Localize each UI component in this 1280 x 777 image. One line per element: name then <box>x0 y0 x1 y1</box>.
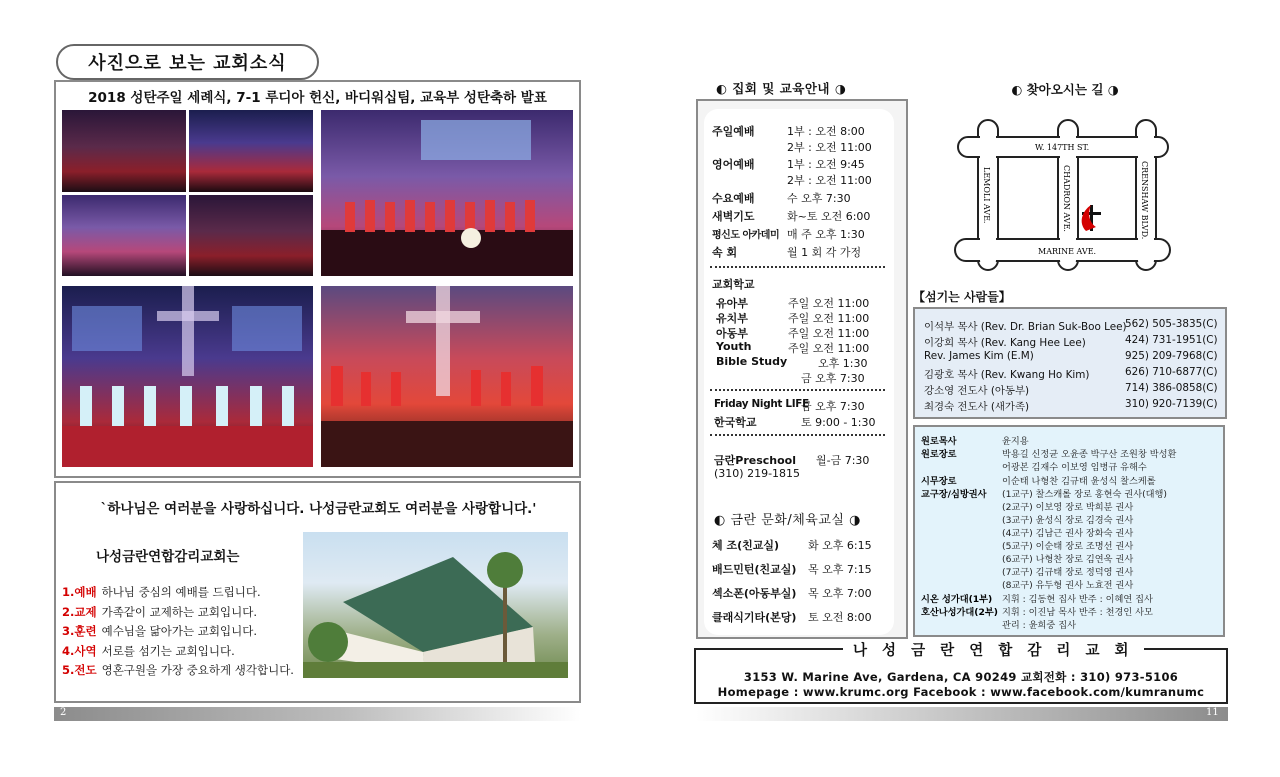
elder-text: (6교구) 나형찬 장로 김연욱 권사 <box>1002 554 1134 565</box>
schedule-time: 화~토 오전 6:00 <box>787 210 871 223</box>
schedule-row: 유치부 <box>716 312 748 325</box>
elder-text: 관리 : 윤희중 집사 <box>1002 620 1076 631</box>
schedule-row: 유아부 <box>716 297 748 310</box>
schedule-row: Youth <box>716 340 752 353</box>
schedule-title: ◐ 집회 및 교육안내 ◑ <box>716 81 847 96</box>
culture-time: 화 오후 6:15 <box>808 539 872 552</box>
baptism-photo-collage <box>62 110 313 276</box>
baptism-photo-1 <box>62 110 186 192</box>
christmas-performance-photo <box>321 286 573 467</box>
map-title: ◐ 찾아오시는 길 ◑ <box>1011 82 1119 97</box>
schedule-row: 수요예배 <box>712 192 755 205</box>
schedule-time: 1부 : 오전 8:00 <box>787 125 865 138</box>
elder-text: (8교구) 유두형 권사 노효전 권사 <box>1002 580 1134 591</box>
schedule-row: 금란Preschool <box>714 454 796 467</box>
baptism-photo-2 <box>189 110 313 192</box>
street-label-chadron: CHADRON AVE. <box>1062 165 1071 232</box>
culture-row: 배드민턴(친교실) <box>712 563 797 576</box>
elder-text: 박용길 신정균 오윤종 박구산 조원창 박성환 <box>1002 449 1177 460</box>
dancers-illustration <box>62 286 313 467</box>
schedule-time: 토 9:00 - 1:30 <box>801 416 876 429</box>
church-intro-title: 나성금란연합감리교회는 <box>96 549 240 565</box>
value-item: 5.전도 영혼구원을 가장 중요하게 생각합니다. <box>62 663 294 678</box>
culture-time: 토 오전 8:00 <box>808 611 872 624</box>
staff-row: 최경숙 전도사 (새가족) 310) 920-7139(C) <box>924 398 1218 413</box>
schedule-row: Friday Night LIFE <box>714 398 809 410</box>
elder-text: (2교구) 이보영 장로 박희분 권사 <box>1002 502 1134 513</box>
church-values-list <box>62 583 294 681</box>
schedule-time: 수 오후 7:30 <box>787 192 851 205</box>
staff-row: 김광호 목사 (Rev. Kwang Ho Kim) 626) 710-6877(C) <box>924 366 1218 381</box>
culture-title: ◐ 금란 문화/체육교실 ◑ <box>714 513 861 528</box>
serving-title: 【섬기는 사람들】 <box>913 290 1011 304</box>
dotted-divider <box>710 434 885 436</box>
motto-text: `하나님은 여러분을 사랑하십니다. 나성금란교회도 여러분을 사랑합니다.' <box>100 501 537 517</box>
schedule-row: 평신도 아카데미 <box>712 230 780 241</box>
baptism-photo-4 <box>189 195 313 276</box>
church-cross-icon <box>1082 205 1101 231</box>
staff-row: 이강희 목사 (Rev. Kang Hee Lee) 424) 731-1951(C) <box>924 334 1218 349</box>
schedule-time: 2부 : 오전 11:00 <box>787 174 872 187</box>
lydia-dedication-photo <box>321 110 573 276</box>
schedule-row: 새벽기도 <box>712 210 755 223</box>
schedule-row: 아동부 <box>716 327 748 340</box>
elder-text: (1교구) 찰스캐롤 장로 홍현숙 권사(대행) <box>1002 489 1167 500</box>
church-address: 3153 W. Marine Ave, Gardena, CA 90249 교회전화 : 310) 973-5106 <box>743 670 1179 684</box>
church-name-title: 나 성 금 란 연 합 감 리 교 회 <box>843 639 1144 660</box>
schedule-time: 금 오후 7:30 <box>801 372 865 385</box>
elder-text: 지휘 : 김동현 집사 반주 : 이혜연 집사 <box>1002 594 1153 605</box>
schedule-row: 한국학교 <box>714 416 757 429</box>
schedule-time: 월-금 7:30 <box>816 454 870 467</box>
schedule-time: 주일 오전 11:00 <box>788 327 870 340</box>
preschool-phone: (310) 219-1815 <box>714 467 801 480</box>
culture-row: 체 조(친교실) <box>712 539 780 552</box>
staff-row: Rev. James Kim (E.M) 925) 209-7968(C) <box>924 350 1218 362</box>
baptism-photo-3 <box>62 195 186 276</box>
elder-text: (4교구) 김남근 권사 장화숙 권사 <box>1002 528 1134 539</box>
dotted-divider <box>710 266 885 268</box>
schedule-time: 주일 오전 11:00 <box>788 312 870 325</box>
street-label-crenshaw: CRENSHAW BLVD. <box>1140 161 1149 240</box>
church-building-illustration <box>303 532 568 678</box>
schedule-row: 주일예배 <box>712 125 755 138</box>
elder-text: 이순태 나형찬 김규태 윤성식 찰스케롤 <box>1002 476 1156 487</box>
stage-cross-illustration <box>321 286 573 467</box>
schedule-time: 1부 : 오전 9:45 <box>787 158 865 171</box>
elder-text: 윤지용 <box>1002 436 1029 447</box>
elder-label: 시온 성가대(1부) <box>921 594 993 605</box>
value-item: 3.훈련 예수님을 닮아가는 교회입니다. <box>62 624 257 639</box>
elder-text: (5교구) 이순태 장로 조명선 권사 <box>1002 541 1134 552</box>
church-web: Homepage : www.krumc.org Facebook : www.facebook.com/kumranumc <box>717 685 1205 699</box>
schedule-time: 주일 오전 11:00 <box>788 297 870 310</box>
body-worship-photo <box>62 286 313 467</box>
schedule-row: 영어예배 <box>712 158 755 171</box>
culture-row: 클래식기타(본당) <box>712 611 797 624</box>
photo-caption: 2018 성탄주일 세례식, 7-1 루디아 헌신, 바디워십팀, 교육부 성탄축하 발표 <box>88 90 547 106</box>
school-title: 교회학교 <box>712 278 755 291</box>
right-page-number: 11 <box>1206 707 1219 718</box>
street-label-marine: MARINE AVE. <box>1038 247 1097 256</box>
schedule-time: 매 주 오후 1:30 <box>787 228 865 241</box>
value-item: 4.사역 서로를 섬기는 교회입니다. <box>62 643 235 658</box>
left-footer-bar <box>54 707 581 721</box>
schedule-time: 금 오후 7:30 <box>801 400 865 413</box>
location-map <box>950 115 1175 275</box>
staff-row: 강소영 전도사 (아동부) 714) 386-0858(C) <box>924 382 1218 397</box>
elder-label: 시무장로 <box>921 476 957 487</box>
schedule-time: 2부 : 오전 11:00 <box>787 141 872 154</box>
elder-label: 원로장로 <box>921 449 957 460</box>
elder-label: 호산나성가대(2부) <box>921 607 998 618</box>
value-item: 2.교제 가족같이 교제하는 교회입니다. <box>62 604 257 619</box>
choir-illustration <box>321 110 573 276</box>
elder-text: (7교구) 김규태 장로 정덕영 권사 <box>1002 567 1134 578</box>
schedule-time: 주일 오전 11:00 <box>788 342 870 355</box>
schedule-time: 월 1 회 각 가정 <box>787 246 862 259</box>
culture-time: 목 오후 7:15 <box>808 563 872 576</box>
culture-row: 섹소폰(아동부실) <box>712 587 797 600</box>
elder-text: (3교구) 윤성식 장로 김경숙 권사 <box>1002 515 1134 526</box>
schedule-row: 속 회 <box>712 246 738 259</box>
elder-text: 어광본 김재수 이보영 임병규 유해수 <box>1002 462 1147 473</box>
culture-time: 목 오후 7:00 <box>808 587 872 600</box>
schedule-row: Bible Study <box>716 355 788 368</box>
right-footer-bar <box>696 707 1228 721</box>
left-page-number: 2 <box>60 707 67 718</box>
elder-text: 지휘 : 이진남 목사 반주 : 천경인 사모 <box>1002 607 1153 618</box>
church-building-photo <box>303 532 568 678</box>
dotted-divider <box>710 389 885 391</box>
street-label-147th: W. 147TH ST. <box>1035 143 1090 152</box>
section-title: 사진으로 보는 교회소식 <box>56 44 319 80</box>
elder-label: 원로목사 <box>921 436 957 447</box>
staff-row: 이석부 목사 (Rev. Dr. Brian Suk-Boo Lee) 562) 505-3835(C) <box>924 318 1218 333</box>
schedule-time: 오후 1:30 <box>818 357 868 370</box>
street-label-lemoli: LEMOLI AVE. <box>982 167 991 224</box>
elder-label: 교구장/심방권사 <box>921 489 987 500</box>
value-item: 1.예배 하나님 중심의 예배를 드립니다. <box>62 585 261 599</box>
